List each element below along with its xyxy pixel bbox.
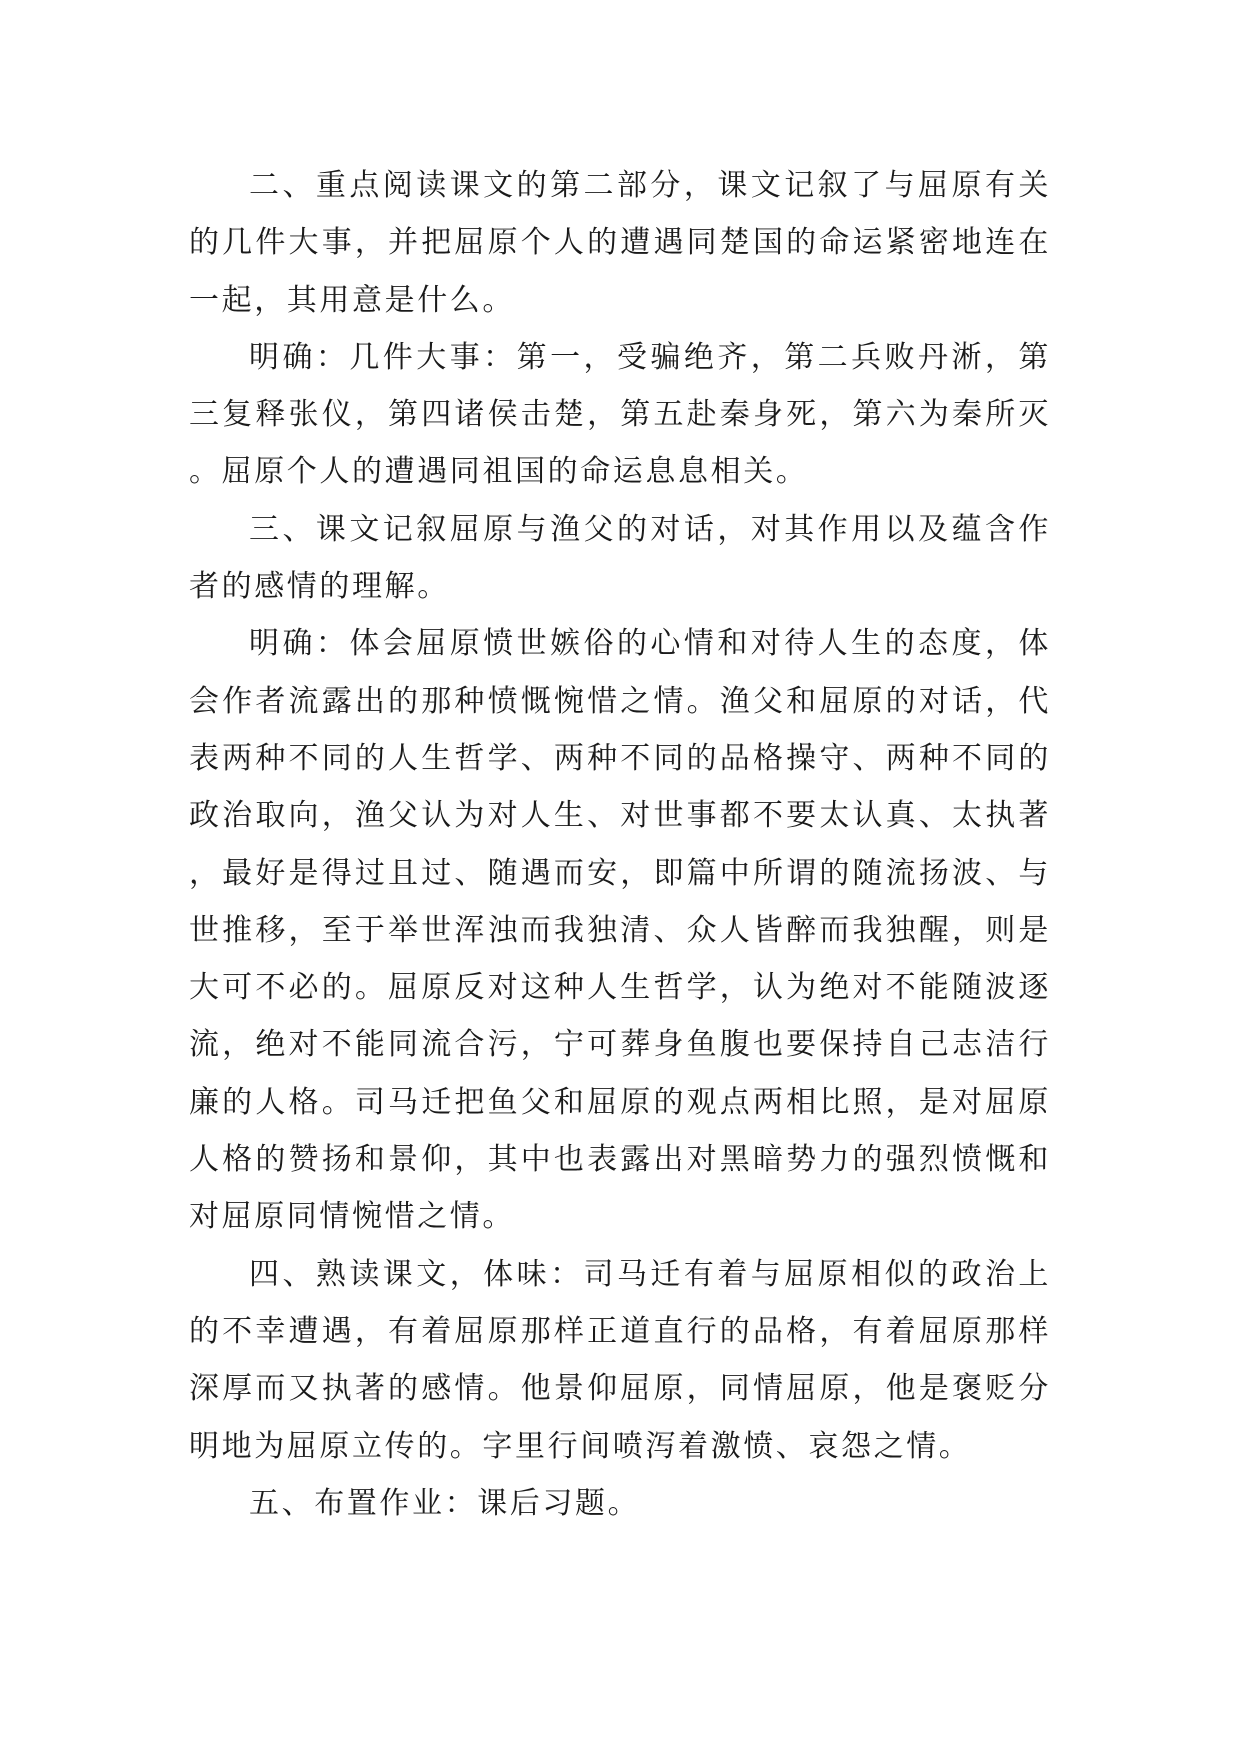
paragraph-answer-3: 明确：体会屈原愤世嫉俗的心情和对待人生的态度，体会作者流露出的那种愤慨惋惜之情。渔父和屈原的对话，代表两种不同的人生哲学、两种不同的品格操守、两种不同的政治取向，渔父认为对人生、对世事都不要太认真、太执著，最好是得过且过、随遇而安，即篇中所谓的随流扬波、与世推移，至于举世浑浊而我独清、众人皆醉而我独醒，则是大可不必的。屈原反对这种人生哲学，认为绝对不能随波逐流，绝对不能同流合污，宁可葬身鱼腹也要保持自己志洁行廉的人格。司马迁把鱼父和屈原的观点两相比照，是对屈原人格的赞扬和景仰，其中也表露出对黑暗势力的强烈愤慨和对屈原同情惋惜之情。: [189, 626, 1051, 1235]
document-body: [189, 157, 1051, 1532]
paragraph-question-3: 三、课文记叙屈原与渔父的对话，对其作用以及蕴含作者的感情的理解。: [189, 511, 1051, 605]
paragraph-question-2: 二、重点阅读课文的第二部分，课文记叙了与屈原有关的几件大事，并把屈原个人的遭遇同楚国的命运紧密地连在一起，其用意是什么。: [189, 168, 1051, 318]
paragraph-question-4: 四、熟读课文，体味：司马迁有着与屈原相似的政治上的不幸遭遇，有着屈原那样正道直行的品格，有着屈原那样深厚而又执著的感情。他景仰屈原，同情屈原，他是褒贬分明地为屈原立传的。字里行间喷泻着激愤、哀怨之情。: [189, 1256, 1051, 1464]
paragraph-homework: 五、布置作业：课后习题。: [249, 1485, 641, 1521]
paragraph-answer-2: 明确：几件大事：第一，受骗绝齐，第二兵败丹淅，第三复释张仪，第四诸侯击楚，第五赴秦身死，第六为秦所灭。屈原个人的遭遇同祖国的命运息息相关。: [189, 339, 1051, 490]
